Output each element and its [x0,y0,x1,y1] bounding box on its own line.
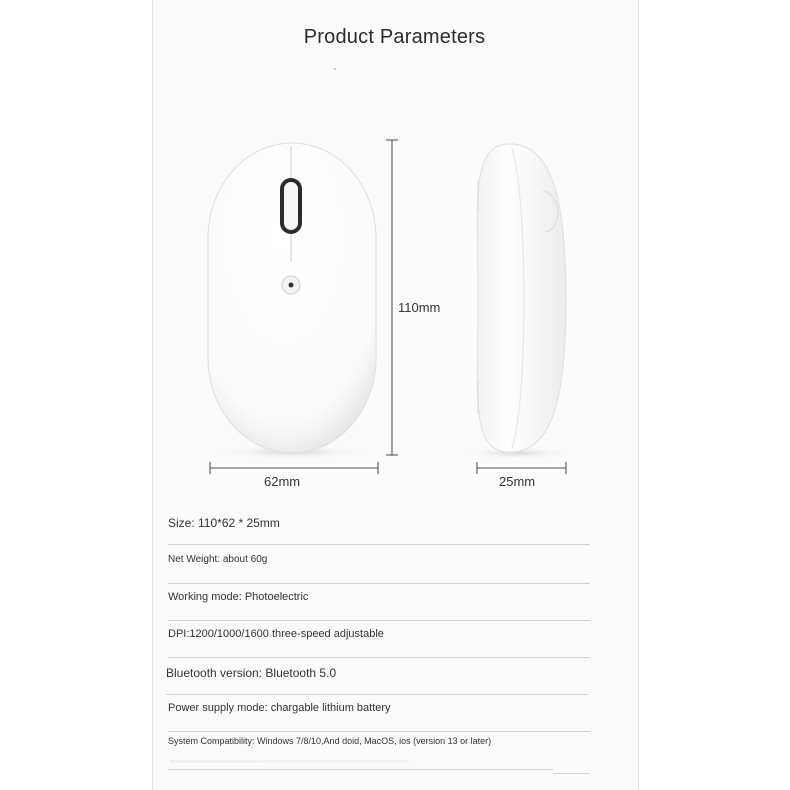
spec-dpi [168,628,590,658]
height-label: 110mm [398,300,441,315]
width-dimension [210,462,378,474]
thickness-dimension [477,462,566,474]
spec-bluetooth [166,666,588,695]
spec-power [168,702,590,732]
mouse-top-view [202,143,382,460]
spec-bluetooth-text: Bluetooth version: Bluetooth 5.0 [166,666,337,680]
divider-line [168,769,553,770]
spec-working-mode [168,591,590,621]
mouse-side-body [477,144,566,452]
spec-dpi-text: DPI:1200/1000/1600 three-speed adjustable [168,628,384,640]
spec-weight-text: Net Weight: about 60g [168,554,268,565]
faded-text-remnant [170,760,410,763]
spec-compatibility-text: System Compatibility: Windows 7/8/10,And doid, MacOS, ios (version 13 or later) [168,736,492,746]
width-label: 62mm [264,474,301,489]
spec-weight [168,554,590,584]
height-dimension [386,140,398,455]
mouse-side-view [456,144,580,460]
thickness-label: 25mm [499,474,536,489]
spec-size [168,516,590,545]
page-title: Product Parameters [303,26,486,48]
spec-size-text: Size: 110*62 * 25mm [168,516,280,530]
divider-line-end [553,773,590,774]
spec-power-text: Power supply mode: chargable lithium battery [168,702,391,714]
spec-compatibility [168,736,590,769]
dpi-indicator [289,283,294,288]
scroll-wheel-inner [284,182,298,230]
spec-working-mode-text: Working mode: Photoelectric [168,591,309,603]
